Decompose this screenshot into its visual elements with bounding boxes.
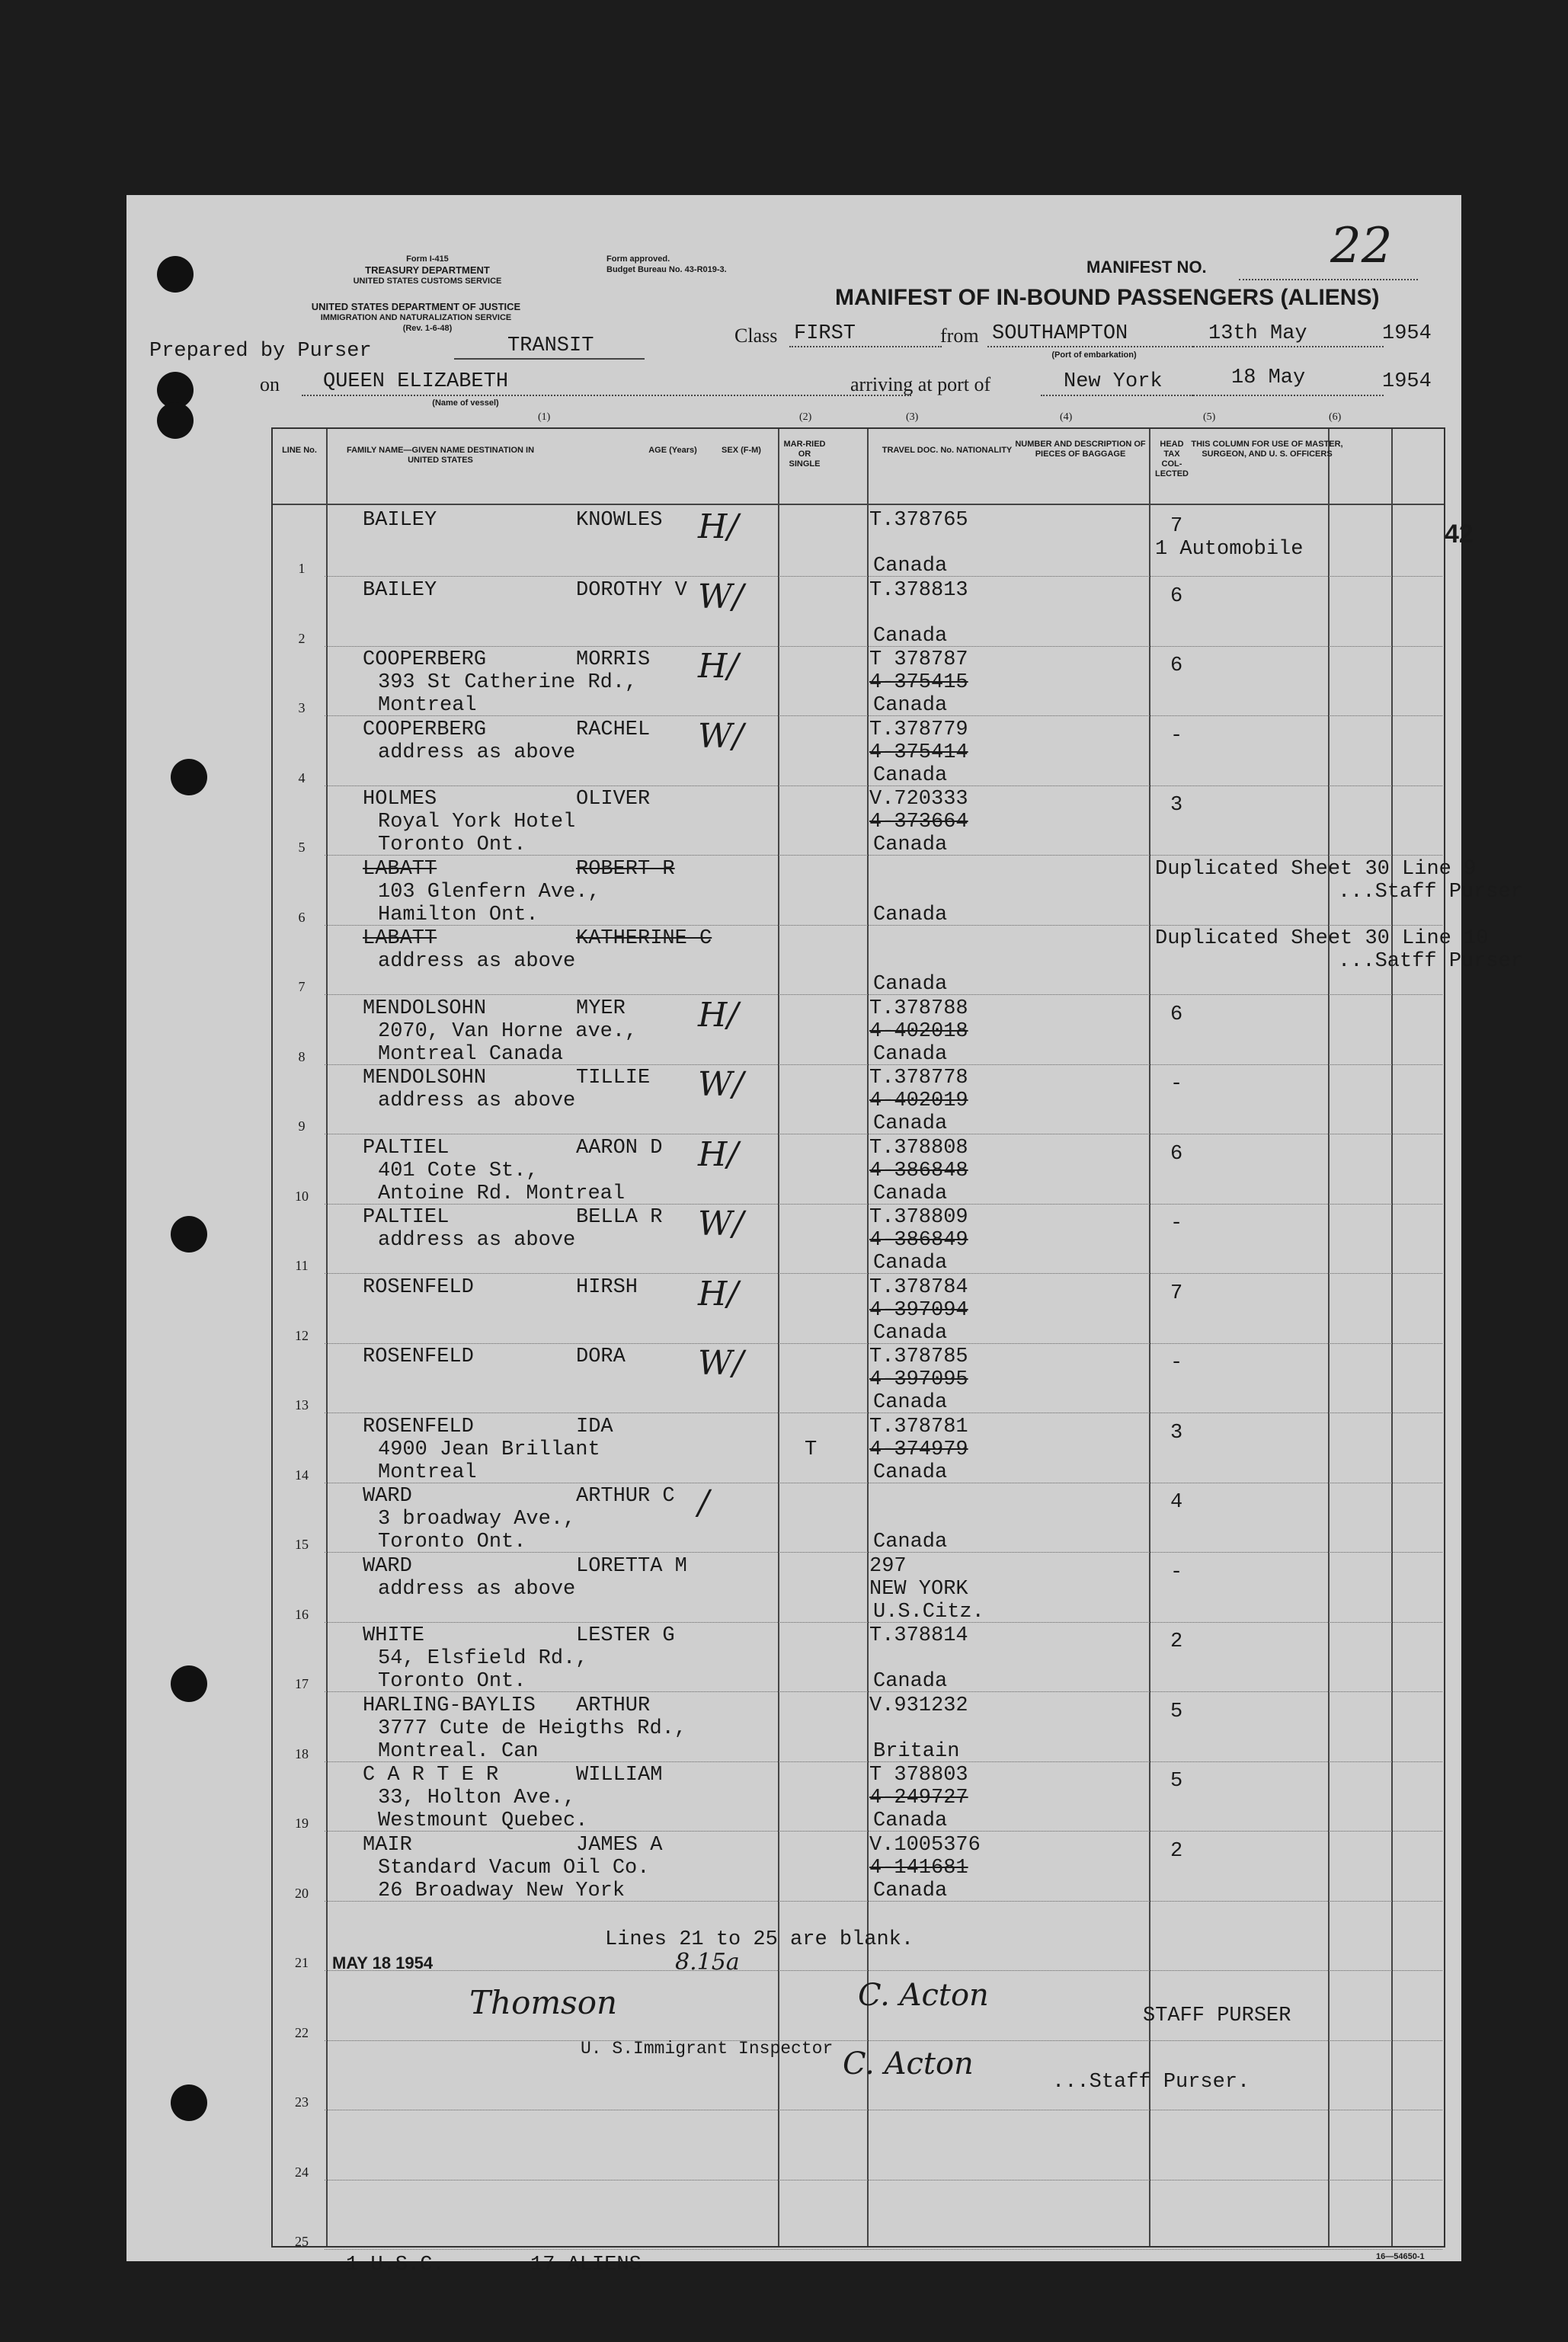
baggage-count: Duplicated Sheet 30 Line 10 [1155, 927, 1489, 950]
baggage-count: - [1170, 1073, 1183, 1096]
address-line-2: Montreal [378, 694, 477, 717]
address-line-2: Toronto Ont. [378, 1531, 526, 1553]
hdr-married: MAR-RIED OR SINGLE [783, 440, 826, 469]
baggage-count: 5 [1170, 1700, 1183, 1723]
manifest-no-label: MANIFEST NO. [1086, 258, 1207, 277]
arrival-port: New York [1064, 370, 1163, 393]
address-line-1: Royal York Hotel [378, 811, 576, 833]
baggage-desc: ...Staff Purser [1338, 880, 1524, 904]
staff-purser-1: STAFF PURSER [1143, 2004, 1291, 2027]
hdr-line-no: LINE No. [282, 446, 317, 455]
baggage-desc: 1 Automobile [1155, 538, 1304, 561]
address-line-1: address as above [378, 1229, 576, 1252]
address-line-1: 4900 Jean Brillant [378, 1438, 600, 1461]
given-name: KATHERINE C [576, 927, 712, 950]
travel-doc-old: 4-141681 [869, 1856, 968, 1880]
address-line-2: Toronto Ont. [378, 1670, 526, 1693]
family-name: COOPERBERG [363, 718, 487, 741]
travel-doc-number: T.378778 [869, 1067, 968, 1089]
given-name: OLIVER [576, 788, 651, 811]
hdr-officers: THIS COLUMN FOR USE OF MASTER, SURGEON, AND U. S. OFFICERS [1191, 440, 1343, 459]
travel-doc-old: 4-375414 [869, 741, 968, 764]
line-number: 19 [295, 1816, 309, 1831]
nationality: Canada [873, 624, 948, 648]
baggage-count: 3 [1170, 794, 1183, 817]
line-number: 9 [298, 1118, 306, 1134]
address-line-2: Montreal. Can [378, 1739, 539, 1763]
hdr-baggage: NUMBER AND DESCRIPTION OF PIECES OF BAGGAGE [1015, 440, 1146, 459]
officer-mark: W/ [698, 1344, 744, 1383]
line-number: 23 [295, 2094, 309, 2110]
address-line-1: 401 Cote St., [378, 1159, 539, 1182]
nationality: Canada [873, 694, 948, 717]
given-name: KNOWLES [576, 509, 663, 532]
travel-doc-old: 4-249727 [869, 1787, 968, 1809]
travel-doc-number: T.378814 [869, 1624, 968, 1647]
travel-doc-number: T.378809 [869, 1206, 968, 1229]
travel-doc-number: V.931232 [869, 1694, 968, 1717]
hdr-sex: SEX (F-M) [722, 446, 761, 455]
given-name: DORA [576, 1345, 626, 1368]
travel-doc-old: 4-402019 [869, 1089, 968, 1112]
given-name: IDA [576, 1415, 613, 1438]
hdr-name: FAMILY NAME—GIVEN NAME DESTINATION IN UNITED STATES [346, 446, 535, 465]
given-name: LORETTA M [576, 1554, 687, 1578]
officer-mark: H/ [698, 1134, 739, 1174]
family-name: MENDOLSOHN [363, 1067, 487, 1089]
family-name: BAILEY [363, 578, 437, 602]
hdr-head-tax: HEAD TAX COL-LECTED [1155, 440, 1189, 478]
nationality: Canada [873, 1182, 948, 1205]
on-label: on [260, 373, 280, 395]
baggage-count: 5 [1170, 1770, 1183, 1793]
family-name: MAIR [363, 1833, 412, 1857]
underline [1193, 346, 1384, 347]
nationality: Canada [873, 1042, 948, 1066]
nationality: Canada [873, 1321, 948, 1345]
address-line-2: Montreal [378, 1461, 477, 1484]
family-name: ROSENFELD [363, 1275, 474, 1299]
address-line-1: 3 broadway Ave., [378, 1508, 576, 1531]
given-name: AARON D [576, 1136, 663, 1160]
address-line-2: Toronto Ont. [378, 833, 526, 856]
line-number: 7 [298, 979, 306, 994]
punch-hole [171, 1216, 207, 1253]
address-line-1: 33, Holton Ave., [378, 1787, 576, 1809]
travel-doc-number: T.378779 [869, 718, 968, 741]
travel-doc-old: 4-386848 [869, 1159, 968, 1182]
family-name: HOLMES [363, 788, 437, 811]
underline [789, 346, 942, 347]
officer-mark: H/ [698, 1274, 739, 1313]
family-name: LABATT [363, 857, 437, 881]
officer-mark: W/ [698, 1205, 744, 1243]
class-label: Class [734, 325, 778, 347]
manifest-number: 22 [1330, 218, 1393, 274]
baggage-count: - [1170, 1560, 1183, 1584]
travel-doc-number: V.1005376 [869, 1833, 981, 1857]
nationality: Canada [873, 1879, 948, 1902]
underline [302, 395, 911, 396]
family-name: WARD [363, 1485, 412, 1508]
col-divider [867, 429, 869, 2246]
travel-doc-number: T 378803 [869, 1764, 968, 1787]
justice-dept: UNITED STATES DEPARTMENT OF JUSTICE [311, 301, 521, 312]
aliens-count: 17 ALIENS [530, 2254, 642, 2276]
col-divider [1391, 429, 1393, 2246]
hdr-travel-doc: TRAVEL DOC. No. NATIONALITY [882, 446, 1013, 455]
from-label: from [940, 325, 979, 347]
class-value: FIRST [794, 322, 856, 345]
address-line-1: 393 St Catherine Rd., [378, 671, 638, 694]
family-name: C A R T E R [363, 1764, 499, 1787]
year-2: 1954 [1382, 370, 1432, 393]
baggage-count: 7 [1170, 515, 1183, 538]
travel-doc-old: 4-397094 [869, 1298, 968, 1322]
nationality: Canada [873, 1112, 948, 1135]
baggage-count: 6 [1170, 584, 1183, 608]
baggage-count: 7 [1170, 1281, 1183, 1305]
punch-hole [171, 2084, 207, 2121]
line-number: 20 [295, 1885, 309, 1901]
col-number: (3) [906, 411, 919, 423]
address-line-1: 3777 Cute de Heigths Rd., [378, 1717, 687, 1740]
line-number: 21 [295, 1955, 309, 1970]
underline [454, 358, 645, 360]
col-divider [1149, 429, 1150, 2246]
family-name: ROSENFELD [363, 1415, 474, 1438]
line-number: 4 [298, 769, 306, 785]
prepared-by: Prepared by Purser [149, 340, 372, 363]
address-line-1: address as above [378, 950, 576, 973]
travel-doc-old: 4-397095 [869, 1368, 968, 1391]
port-embarkation-caption: (Port of embarkation) [1051, 350, 1137, 360]
line-number: 1 [298, 561, 306, 576]
line-number: 10 [295, 1188, 309, 1204]
given-name: MYER [576, 997, 626, 1020]
col-number: (4) [1060, 411, 1073, 423]
purser-signature-1: C. Acton [858, 1978, 989, 2013]
ins-service: IMMIGRATION AND NATURALIZATION SERVICE [320, 313, 512, 322]
treasury-dept: TREASURY DEPARTMENT [365, 264, 490, 276]
blank-note: Lines 21 to 25 are blank. [605, 1928, 914, 1951]
given-name: ROBERT R [576, 857, 675, 881]
punch-hole [171, 1665, 207, 1702]
baggage-count: - [1170, 724, 1183, 747]
inspector-signature: Thomson [469, 1984, 618, 2021]
line-number: 24 [295, 2164, 309, 2180]
line-number: 13 [295, 1397, 309, 1413]
nationality: Canada [873, 1531, 948, 1553]
nationality: Canada [873, 555, 948, 578]
transit-label: TRANSIT [507, 334, 594, 357]
given-name: ARTHUR [576, 1694, 651, 1717]
given-name: ARTHUR C [576, 1485, 675, 1508]
family-name: PALTIEL [363, 1136, 450, 1160]
row-divider [325, 2040, 1442, 2041]
staff-purser-2: ...Staff Purser. [1052, 2071, 1250, 2094]
given-name: WILLIAM [576, 1764, 663, 1787]
nationality: Canada [873, 1809, 948, 1832]
inspector-label: U. S.Immigrant Inspector [581, 2039, 834, 2059]
form-number: Form I-415 [406, 254, 449, 264]
travel-doc-old: NEW YORK [869, 1577, 968, 1601]
baggage-desc: ...Satff Purser [1338, 950, 1524, 973]
baggage-count: Duplicated Sheet 30 Line 9 [1155, 857, 1477, 881]
address-line-1: 2070, Van Horne ave., [378, 1019, 638, 1043]
baggage-count: 6 [1170, 1142, 1183, 1166]
line-number: 12 [295, 1327, 309, 1343]
line-number: 11 [295, 1258, 309, 1273]
header-divider [273, 504, 1444, 505]
nationality: Canada [873, 1252, 948, 1275]
address-line-2: 26 Broadway New York [378, 1879, 626, 1902]
baggage-count: 2 [1170, 1630, 1183, 1653]
nationality: Canada [873, 903, 948, 926]
line-number: 5 [298, 840, 306, 855]
given-name: JAMES A [576, 1833, 663, 1857]
family-name: LABATT [363, 927, 437, 950]
line-number: 8 [298, 1048, 306, 1064]
customs-service: UNITED STATES CUSTOMS SERVICE [353, 277, 502, 286]
received-stamp: MAY 18 1954 [332, 1953, 434, 1972]
address-line-1: 103 Glenfern Ave., [378, 880, 600, 904]
family-name: ROSENFELD [363, 1345, 474, 1368]
punch-hole [157, 402, 194, 439]
address-line-1: 54, Elsfield Rd., [378, 1647, 588, 1670]
travel-doc-number: T.378813 [869, 578, 968, 602]
travel-doc-old: 4-402018 [869, 1019, 968, 1043]
col-divider [326, 429, 328, 2246]
col-divider [778, 429, 779, 2246]
line-number: 25 [295, 2234, 309, 2249]
baggage-count: 2 [1170, 1839, 1183, 1863]
address-line-2: Hamilton Ont. [378, 903, 539, 926]
travel-doc-number: T.378788 [869, 997, 968, 1020]
travel-doc-number: T.378765 [869, 509, 968, 532]
address-line-2: Montreal Canada [378, 1042, 564, 1066]
punch-hole [157, 256, 194, 293]
travel-doc-old: 4-386849 [869, 1229, 968, 1252]
vessel-caption: (Name of vessel) [432, 398, 499, 408]
hdr-age: AGE (Years) [648, 446, 697, 455]
officer-mark: / [698, 1483, 709, 1522]
married-status: T [805, 1438, 818, 1461]
line-number: 22 [295, 2024, 309, 2040]
form-approved: Form approved. [606, 254, 670, 264]
underline [1239, 279, 1418, 280]
line-number: 6 [298, 909, 306, 925]
family-name: PALTIEL [363, 1206, 450, 1229]
officer-mark: W/ [698, 1065, 744, 1104]
nationality: Canada [873, 1670, 948, 1693]
punch-hole [171, 759, 207, 795]
travel-doc-number: 297 [869, 1554, 907, 1578]
vessel-name: QUEEN ELIZABETH [323, 370, 509, 393]
col-number: (6) [1329, 411, 1342, 423]
nationality: Canada [873, 973, 948, 996]
nationality: Canada [873, 1391, 948, 1414]
line-number: 3 [298, 700, 306, 715]
family-name: MENDOLSOHN [363, 997, 487, 1020]
travel-doc-number: T 378787 [869, 648, 968, 671]
nationality: Canada [873, 1461, 948, 1484]
baggage-count: 6 [1170, 1003, 1183, 1026]
officer-mark: H/ [698, 995, 739, 1035]
from-port: SOUTHAMPTON [992, 322, 1128, 345]
col-divider [1328, 429, 1330, 2246]
col-number: (1) [538, 411, 551, 423]
address-line-1: address as above [378, 1577, 576, 1601]
given-name: MORRIS [576, 648, 651, 671]
arriving-label: arriving at port of [850, 373, 991, 395]
address-line-1: Standard Vacum Oil Co. [378, 1856, 650, 1880]
manifest-sheet [126, 195, 1524, 2276]
from-date: 13th May [1208, 322, 1307, 345]
year-1: 1954 [1382, 322, 1432, 345]
address-line-2: Antoine Rd. Montreal [378, 1182, 626, 1205]
arrival-time: 8.15a [675, 1949, 740, 1976]
line-number: 18 [295, 1745, 309, 1761]
purser-signature-2: C. Acton [843, 2046, 974, 2081]
line-number: 2 [298, 630, 306, 646]
officer-mark: H/ [698, 647, 739, 686]
given-name: TILLIE [576, 1067, 651, 1089]
nationality: U.S.Citz. [873, 1600, 984, 1624]
line-number: 16 [295, 1606, 309, 1622]
address-line-2: Westmount Quebec. [378, 1809, 588, 1832]
family-name: COOPERBERG [363, 648, 487, 671]
manifest-title: MANIFEST OF IN-BOUND PASSENGERS (ALIENS) [835, 285, 1380, 310]
given-name: LESTER G [576, 1624, 675, 1647]
row-divider [325, 1970, 1442, 1971]
underline [1041, 395, 1193, 396]
travel-doc-number: T.378784 [869, 1275, 968, 1299]
underline [1193, 395, 1384, 396]
travel-doc-number: T.378808 [869, 1136, 968, 1160]
officer-mark: W/ [698, 716, 744, 756]
budget-bureau: Budget Bureau No. 43-R019-3. [606, 265, 727, 274]
baggage-count: - [1170, 1352, 1183, 1374]
baggage-count: 6 [1170, 654, 1183, 677]
family-name: HARLING-BAYLIS [363, 1694, 536, 1717]
officer-note: 42 [1445, 520, 1474, 549]
travel-doc-number: T.378785 [869, 1345, 968, 1368]
col-number: (2) [799, 411, 812, 423]
travel-doc-old: 4-374979 [869, 1438, 968, 1461]
nationality: Canada [873, 833, 948, 856]
baggage-count: 4 [1170, 1491, 1183, 1514]
form-rev: (Rev. 1-6-48) [402, 324, 453, 333]
address-line-1: address as above [378, 741, 576, 764]
address-line-1: address as above [378, 1089, 576, 1112]
given-name: BELLA R [576, 1206, 663, 1229]
footer-code: 16—54650-1 [1376, 2252, 1425, 2261]
line-number: 17 [295, 1676, 309, 1691]
travel-doc-old: 4-375415 [869, 671, 968, 694]
line-number: 14 [295, 1467, 309, 1483]
line-number: 15 [295, 1537, 309, 1552]
baggage-count: - [1170, 1212, 1183, 1235]
usc-count: 1 U.S.C. [346, 2254, 445, 2276]
nationality: Britain [873, 1739, 960, 1763]
travel-doc-old: 4-373664 [869, 811, 968, 833]
underline [987, 346, 1193, 347]
baggage-count: 3 [1170, 1421, 1183, 1445]
family-name: WHITE [363, 1624, 425, 1647]
nationality: Canada [873, 763, 948, 787]
travel-doc-number: V.720333 [869, 788, 968, 811]
family-name: BAILEY [363, 509, 437, 532]
col-number: (5) [1203, 411, 1216, 423]
row-divider [325, 2249, 1442, 2250]
officer-mark: W/ [698, 577, 744, 616]
officer-mark: H/ [698, 507, 739, 546]
family-name: WARD [363, 1554, 412, 1578]
arrival-date: 18 May [1231, 366, 1306, 389]
given-name: DOROTHY V [576, 578, 687, 602]
travel-doc-number: T.378781 [869, 1415, 968, 1438]
given-name: RACHEL [576, 718, 651, 741]
given-name: HIRSH [576, 1275, 638, 1299]
